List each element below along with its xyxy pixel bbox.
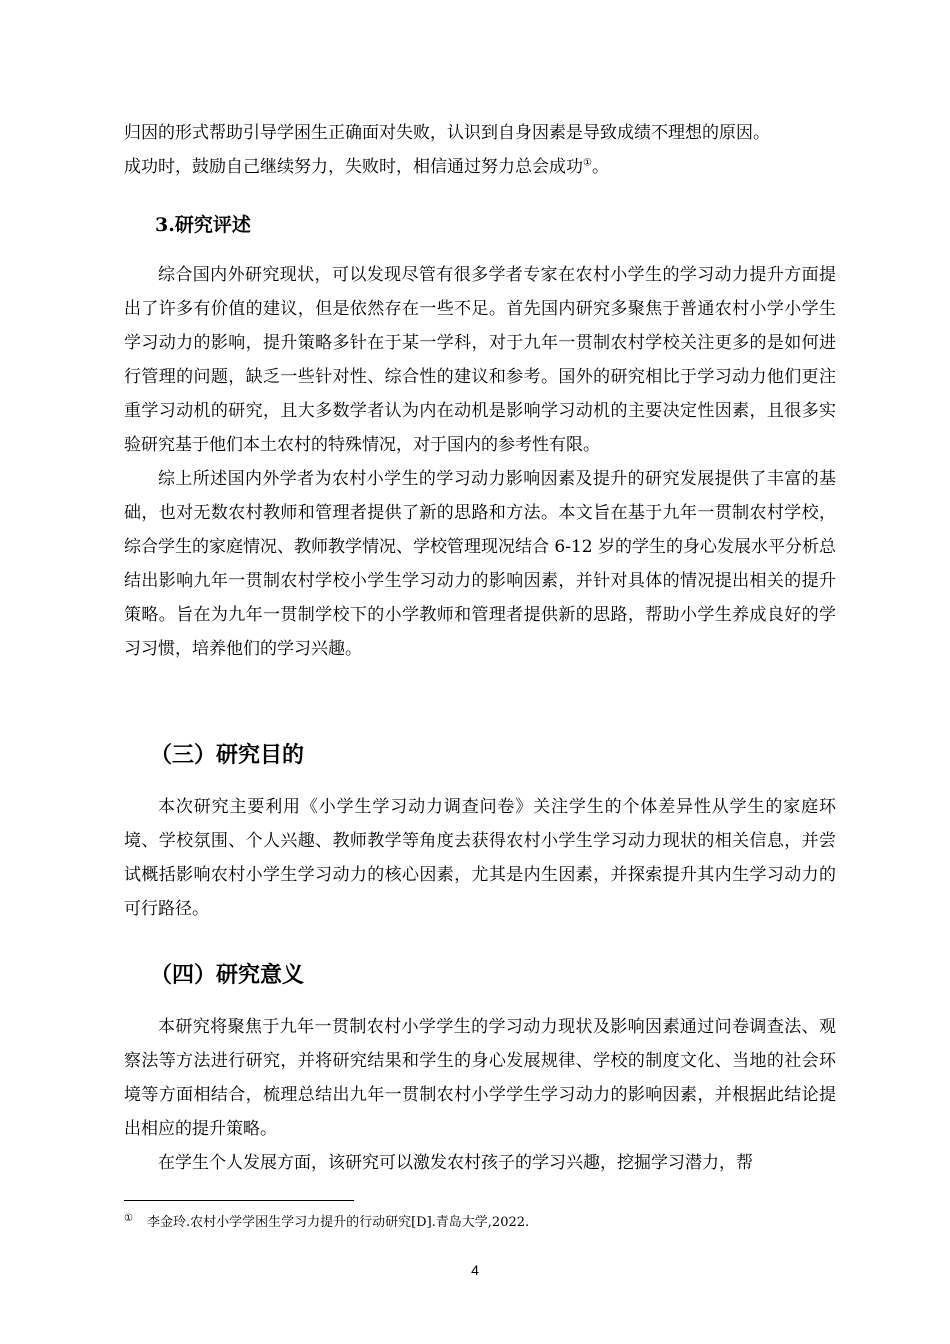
section-heading-purpose: （三）研究目的: [150, 742, 305, 768]
intro-line-2-text: 成功时，鼓励自己继续努力，失败时，相信通过努力总会成功: [124, 157, 583, 177]
intro-line-1: 归因的形式帮助引导学困生正确面对失败，认识到自身因素是导致成绩不理想的原因。: [124, 123, 770, 143]
review-paragraph-1: 综合国内外研究现状，可以发现尽管有很多学者专家在农村小学生的学习动力提升方面提出了许多有价值的建议，但是依然存在一些不足。首先国内研究多聚焦于普通农村小学小学生学习动力的影响，提升策略多针在于某一学科，对于九年一贯制农村学校关注更多的是如何进行管理的问题，缺乏一些针对性、综合性的建议和参考。国外的研究相比于学习动力他们更注重学习动机的研究，且大多数学者认为内在动机是影响学习动机的主要决定性因素，且很多实验研究基于他们本土农村的特殊情况，对于国内的参考性有限。: [124, 265, 836, 455]
section-significance-body: [124, 1010, 836, 1180]
footnote: [124, 1211, 529, 1230]
intro-line-2: [124, 150, 836, 184]
page-number: 4: [471, 1262, 479, 1278]
intro-line-2-end: 。: [591, 157, 609, 177]
significance-paragraph-1: 本研究将聚焦于九年一贯制农村小学学生的学习动力现状及影响因素通过问卷调查法、观察法等方法进行研究，并将研究结果和学生的身心发展规律、学校的制度文化、当地的社会环境等方面相结合，梳理总结出九年一贯制农村小学学生学习动力的影响因素，并根据此结论提出相应的提升策略。: [124, 1017, 836, 1139]
section-review-body: [124, 258, 836, 666]
footnote-text: 李金玲.农村小学学困生学习力提升的行动研究[D].青岛大学,2022.: [146, 1215, 530, 1230]
footnote-reference: ①: [583, 157, 592, 169]
section-heading-significance: （四）研究意义: [150, 962, 305, 988]
section-purpose-body: [124, 790, 836, 926]
footnote-mark: ①: [124, 1212, 133, 1224]
footnote-divider: [124, 1200, 354, 1201]
significance-paragraph-2: 在学生个人发展方面，该研究可以激发农村孩子的学习兴趣，挖掘学习潜力，帮: [158, 1153, 753, 1173]
review-paragraph-2: 综上所述国内外学者为农村小学生的学习动力影响因素及提升的研究发展提供了丰富的基础，也对无数农村教师和管理者提供了新的思路和方法。本文旨在基于九年一贯制农村学校，综合学生的家庭情况、教师教学情况、学校管理现况结合 6-12 岁的学生的身心发展水平分析总结出影响九年一贯制农村学校小学生学习动力的影响因素，并针对具体的情况提出相关的提升策略。旨在为九年一贯制学校下的小学教师和管理者提供新的思路，帮助小学生养成良好的学习习惯，培养他们的学习兴趣。: [124, 469, 836, 659]
section-heading-review: 3.研究评述: [155, 214, 251, 236]
intro-text: [124, 116, 836, 184]
purpose-paragraph-1: 本次研究主要利用《小学生学习动力调查问卷》关注学生的个体差异性从学生的家庭环境、学校氛围、个人兴趣、教师教学等角度去获得农村小学生学习动力现状的相关信息，并尝试概括影响农村小学生学习动力的核心因素，尤其是内生因素，并探索提升其内生学习动力的可行路径。: [124, 797, 836, 919]
